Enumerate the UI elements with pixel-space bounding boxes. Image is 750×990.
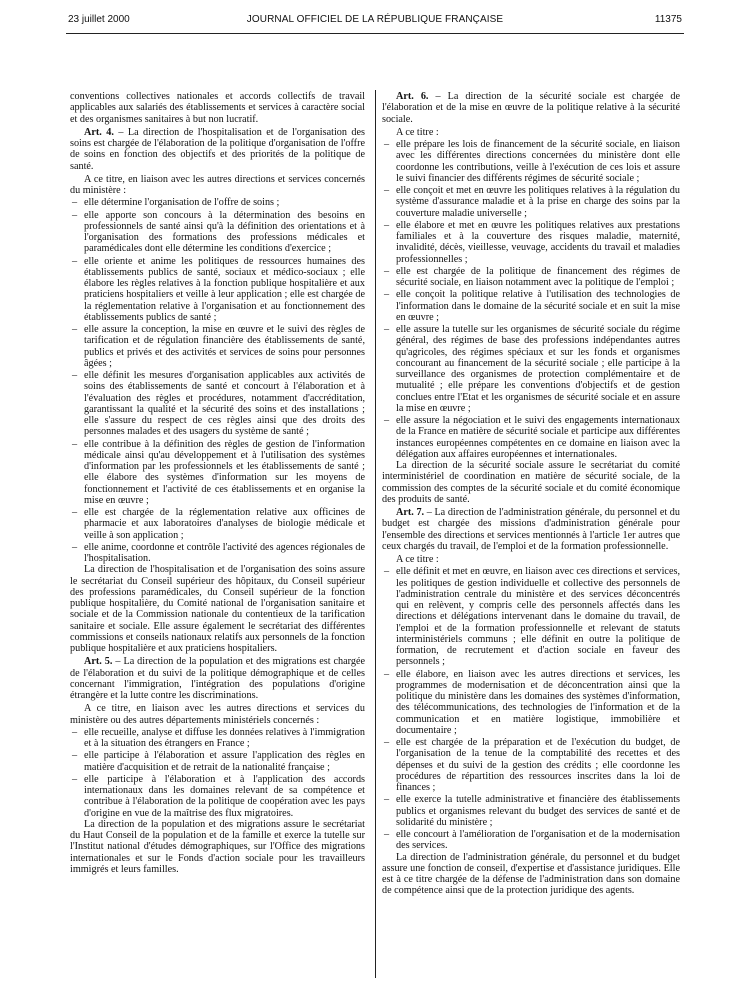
list-item: – elle détermine l'organisation de l'offre de soins ; (70, 197, 365, 208)
article-7-list (382, 566, 680, 851)
article-5-closing: La direction de la population et des migrations assure le secrétariat du Haut Conseil de la population et de la famille et exerce la tutelle sur l'Institut national d'études démographiques, sur l'Office des migrations internationales et sur le Fonds d'action sociale pour les travailleurs immigrés et leurs familles. (70, 818, 365, 875)
header-rule (66, 33, 684, 34)
article-4-heading-paragraph (70, 127, 365, 172)
article-6-closing: La direction de la sécurité sociale assure le secrétariat du comité interministériel de coordination en matière de sécurité sociale, de la commission des comptes de la sécurité sociale et du comité économique des produits de santé. (382, 460, 680, 505)
header-page-number: 11375 (654, 14, 682, 25)
list-item: – elle concourt à l'amélioration de l'organisation et de la modernisation des services. (382, 829, 680, 852)
article-7-intro: A ce titre : (396, 554, 439, 565)
list-item: – elle participe à l'élaboration et à l'application des accords internationaux dans les domaines relevant de sa compétence et contribue à l'élaboration de la politique de coopération avec les pays d'origine en vue de la maîtrise des flux migratoires. (70, 774, 365, 819)
article-5-heading-paragraph (70, 656, 365, 701)
paragraph: conventions collectives nationales et accords collectifs de travail applicables aux salariés des établissements et services à caractère social et des organismes sanitaires à but non lucratif. (70, 91, 365, 125)
article-5-text: – La direction de la population et des migrations est chargée de l'élaboration et du suivi de la politique démographique et de celles concernant l'immigration, l'intégration des populations d'origine étrangère et la lutte contre les discriminations. (70, 656, 365, 701)
article-4-closing: La direction de l'hospitalisation et de l'organisation des soins assure le secrétariat du Conseil supérieur des hôpitaux, du Conseil supérieur des professions paramédicales, du Conseil supérieur de la fonction publique hospitalière, du Comité national de l'organisation sanitaire et sociale et de la Commission nationale du contentieux de la tarification sanitaire et sociale. Elle assure également le secrétariat des différentes commissions et conseils nationaux relatifs aux personnels de la fonction publique hospitalière et aux praticiens hospitaliers. (70, 564, 365, 654)
list-item: – elle oriente et anime les politiques de ressources humaines des établissements publics de santé, sociaux et médico-sociaux ; elle élabore les règles relatives à la fonction publique hospitalière et aux praticiens hospitaliers et veille à leur application ; elle est chargée de la réglementation relative à l'organisation et au fonctionnement des établissements publics de santé ; (70, 256, 365, 324)
list-item: – elle définit les mesures d'organisation applicables aux activités de soins des établissements de santé et concourt à l'élaboration et à l'évaluation des règles et procédures, notamment d'accréditation, garantissant la qualité et la sécurité des soins et des installations ; elle s'assure du respect de ces règles ainsi que des droits des personnes malades et des usagers du système de santé ; (70, 370, 365, 438)
article-5-label: Art. 5. (84, 656, 113, 668)
list-item: – elle élabore et met en œuvre les politiques relatives aux prestations familiales et à la couverture des risques maladie, maternité, invalidité, décès, vieillesse, veuvage, accidents du travail et maladies professionnelles ; (382, 220, 680, 265)
article-6-list (382, 139, 680, 460)
article-4-label: Art. 4. (84, 126, 114, 138)
list-item: – elle est chargée de la politique de financement des régimes de sécurité sociale, en liaison notamment avec la politique de l'emploi ; (382, 266, 680, 289)
list-item: – elle élabore, en liaison avec les autres directions et services, les programmes de modernisation et de déconcentration ainsi que la politique du ministère dans les domaines des systèmes d'information, des télécommunications, des technologies de l'information et de la communication et en matière logistique, immobilière et documentaire ; (382, 669, 680, 737)
article-6-intro: A ce titre : (396, 126, 439, 138)
article-7-text: – La direction de l'administration générale, du personnel et du budget est chargée des missions d'administration générale pour l'ensemble des directions et services mentionnés à l'article 1er autres que ceux chargés du travail, de l'emploi et de la formation professionnelle. (382, 507, 680, 552)
article-6-heading-paragraph (382, 91, 680, 125)
article-4-intro: A ce titre, en liaison avec les autres directions et services concernés du ministère : (70, 173, 365, 196)
list-item: – elle assure la négociation et le suivi des engagements internationaux de la France en matière de sécurité sociale et participe aux différentes instances européennes compétentes en ce domaine en liaison avec la délégation aux affaires européennes et internationales. (382, 415, 680, 460)
list-item: – elle apporte son concours à la détermination des besoins en professionnels de santé ainsi qu'à la définition des orientations et à l'organisation des formations des professions médicales et paramédicales dont elle détermine les conditions d'exercice ; (70, 210, 365, 255)
list-item: – elle participe à l'élaboration et assure l'application des règles en matière d'acquisition et de retrait de la nationalité française ; (70, 750, 365, 773)
list-item: – elle est chargée de la réglementation relative aux officines de pharmacie et aux laboratoires d'analyses de biologie médicale et veille à son application ; (70, 507, 365, 541)
list-item: – elle définit et met en œuvre, en liaison avec ces directions et services, les politiques de gestion individuelle et collective des personnels de l'administration centrale du ministère et des services déconcentrés qui en relèvent, y compris celle des personnels affectés dans les directions et délégations intervenant dans le domaine du travail, de l'emploi et de la formation professionnelle et relevant de statuts interministériels communs ; elle définit en outre la politique de formation, de recrutement et d'action sociale en faveur des personnels ; (382, 566, 680, 667)
list-item: – elle contribue à la définition des règles de gestion de l'information médicale ainsi qu'au développement et à l'utilisation des systèmes d'information par les professionnels et les établissements de santé ; elle élabore des systèmes d'information sur les moyens de fonctionnement et l'activité de ces établissements et en organise la mise en œuvre ; (70, 439, 365, 507)
article-4-list (70, 197, 365, 564)
article-7-label: Art. 7. (396, 507, 425, 518)
right-column (382, 91, 680, 897)
list-item: – elle prépare les lois de financement de la sécurité sociale, en liaison avec les différentes directions concernées du ministère dont elle coordonne les contributions, veille à l'exécution de ces lois et assure le suivi financier des différents régimes de sécurité sociale ; (382, 139, 680, 184)
header-journal-title: JOURNAL OFFICIEL DE LA RÉPUBLIQUE FRANÇAISE (246, 14, 504, 25)
article-4-text: – La direction de l'hospitalisation et de l'organisation des soins est chargée de l'élaboration de la politique d'organisation de l'offre de soins en fonction des objectifs et des priorités de la politique de santé. (70, 126, 365, 172)
list-item: – elle conçoit la politique relative à l'utilisation des technologies de l'information dans le domaine de la sécurité sociale et en suit la mise en œuvre ; (382, 289, 680, 323)
list-item: – elle est chargée de la préparation et de l'exécution du budget, de l'organisation de la tenue de la comptabilité des recettes et des dépenses et du suivi de la gestion des crédits ; elle coordonne les procédures de répartition des ressources inscrites dans la loi de finances ; (382, 737, 680, 793)
list-item: – elle recueille, analyse et diffuse les données relatives à l'immigration et à la situation des étrangers en France ; (70, 727, 365, 750)
article-6-label: Art. 6. (396, 91, 429, 102)
column-divider (375, 90, 376, 978)
left-column (70, 91, 365, 875)
list-item: – elle anime, coordonne et contrôle l'activité des agences régionales de l'hospitalisation. (70, 542, 365, 565)
article-5-list (70, 727, 365, 819)
article-7-closing: La direction de l'administration générale, du personnel et du budget assure une fonction de conseil, d'expertise et d'assistance juridiques. Elle est à ce titre chargée de la défense de l'administration dans son domaine de compétence ainsi que de la protection juridique des agents. (382, 851, 680, 897)
list-item: – elle conçoit et met en œuvre les politiques relatives à la régulation du système d'assurance maladie et à la prise en charge des soins par la couverture maladie universelle ; (382, 185, 680, 219)
page-header (68, 14, 682, 30)
article-5-intro: A ce titre, en liaison avec les autres directions et services du ministère ou des autres départements ministériels concernés : (70, 703, 365, 726)
list-item: – elle assure la conception, la mise en œuvre et le suivi des règles de tarification et de régulation financière des établissements de santé, publics et privés et des activités et services de soins pour personnes âgées ; (70, 324, 365, 369)
header-date: 23 juillet 2000 (68, 14, 130, 25)
article-6-text: – La direction de la sécurité sociale est chargée de l'élaboration et de la mise en œuvre de la politique relative à la sécurité sociale. (382, 91, 681, 125)
article-7-heading-paragraph (382, 507, 680, 552)
list-item: – elle assure la tutelle sur les organismes de sécurité sociale du régime général, des régimes de base des professions indépendantes autres qu'agricoles, des régimes spéciaux et sur les fonds et organismes concourant au financement de la sécurité sociale ; elle participe à la surveillance des organismes de protection complémentaire et de mutualité ; elle prépare les conventions d'objectifs et de gestion conclues entre l'Etat et les organismes de sécurité sociale et en assure la mise en œuvre ; (382, 324, 680, 414)
list-item: – elle exerce la tutelle administrative et financière des établissements publics et organismes relevant du budget des services de santé et de solidarité du ministère ; (382, 794, 680, 828)
